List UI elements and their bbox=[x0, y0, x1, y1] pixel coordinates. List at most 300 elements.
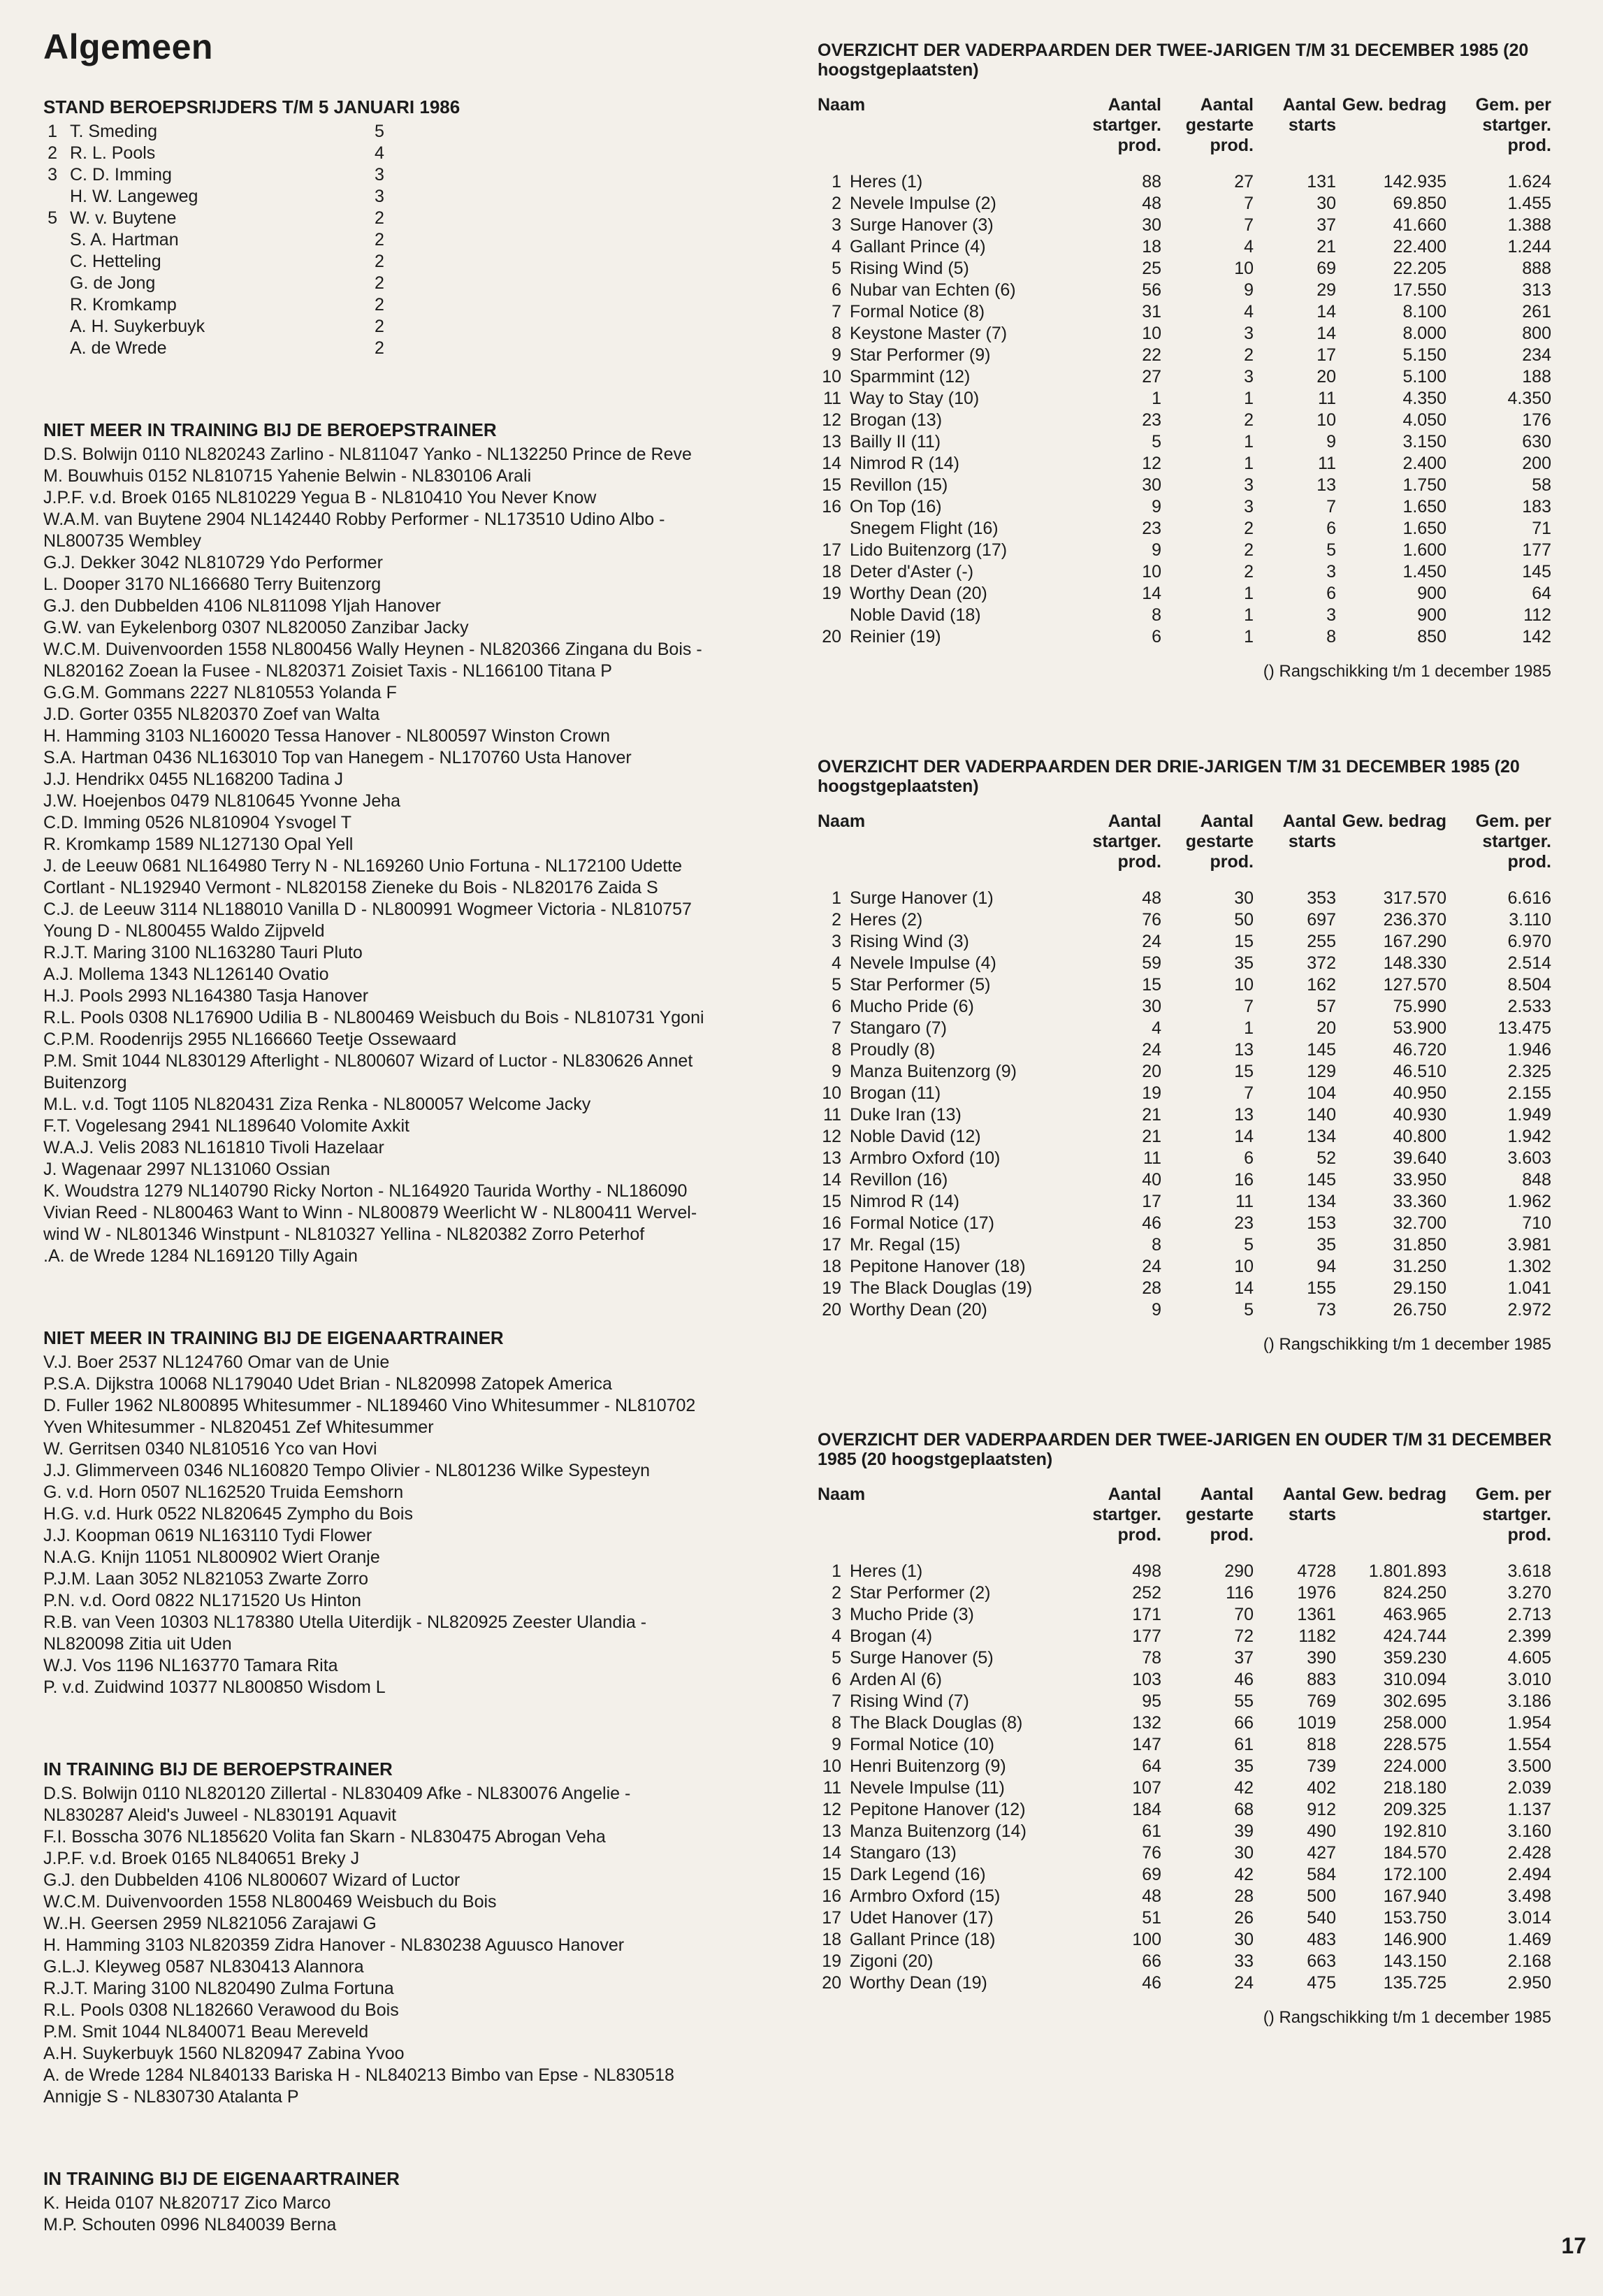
cell-c: 30 bbox=[1317, 194, 1336, 213]
cell-name bbox=[818, 888, 1069, 909]
table-row bbox=[818, 388, 1558, 410]
cell-e: 3.110 bbox=[1509, 910, 1551, 930]
cell-e: 2.428 bbox=[1507, 1843, 1551, 1863]
cell-rank bbox=[818, 605, 841, 626]
rider-name: A. H. Suykerbuyk bbox=[70, 317, 205, 336]
cell-b: 35 bbox=[1234, 1756, 1254, 1776]
entry-line: W.C.M. Duivenvoorden 1558 NL800469 Weisbuch du Bois bbox=[43, 1892, 497, 1912]
cell-rank: 4 bbox=[832, 237, 841, 257]
cell-horse: Worthy Dean (20) bbox=[850, 584, 987, 603]
cell-e: 8.504 bbox=[1507, 975, 1551, 995]
training-section bbox=[43, 2168, 798, 2236]
cell-b: 15 bbox=[1234, 932, 1254, 951]
cell-name bbox=[818, 1299, 1069, 1321]
entry-line: S.A. Hartman 0436 NL163010 Top van Hanegem - NL170760 Usta Hanover bbox=[43, 748, 632, 767]
entry-line: NL830287 Aleid's Juweel - NL830191 Aquavit bbox=[43, 1805, 397, 1825]
rider-name: G. de Jong bbox=[70, 273, 156, 293]
cell-d: 22.205 bbox=[1393, 259, 1446, 278]
stand-rank bbox=[43, 229, 57, 251]
cell-d: 1.450 bbox=[1402, 562, 1446, 582]
sire-table bbox=[818, 757, 1558, 1355]
header-naam: Naam bbox=[818, 95, 866, 115]
cell-d: 46.510 bbox=[1393, 1062, 1446, 1081]
entry-line: W.A.J. Velis 2083 NL161810 Tivoli Hazelaar bbox=[43, 1138, 384, 1157]
cell-b: 30 bbox=[1234, 1843, 1254, 1863]
cell-d: 463.965 bbox=[1383, 1605, 1446, 1624]
cell-a: 28 bbox=[1142, 1278, 1161, 1298]
entry-line: C.J. de Leeuw 3114 NL188010 Vanilla D - NL800991 Wogmeer Victoria - NL810757 bbox=[43, 900, 692, 919]
cell-c: 20 bbox=[1317, 1018, 1336, 1038]
entry-line: G.J. Dekker 3042 NL810729 Ydo Performer bbox=[43, 553, 383, 572]
cell-c: 3 bbox=[1326, 562, 1336, 582]
table-row bbox=[818, 1712, 1558, 1734]
cell-horse: Deter d'Aster (-) bbox=[850, 562, 974, 582]
table-row bbox=[818, 193, 1558, 215]
rider-score: 5 bbox=[375, 122, 384, 141]
cell-b: 13 bbox=[1234, 1105, 1254, 1125]
cell-c: 14 bbox=[1317, 302, 1336, 322]
cell-d: 40.930 bbox=[1393, 1105, 1446, 1125]
cell-a: 69 bbox=[1142, 1865, 1161, 1884]
cell-horse: Duke Iran (13) bbox=[850, 1105, 962, 1125]
cell-rank: 8 bbox=[832, 1040, 841, 1060]
entry-line: P.N. v.d. Oord 0822 NL171520 Us Hinton bbox=[43, 1591, 361, 1610]
cell-e: 142 bbox=[1522, 627, 1551, 647]
rider-score: 3 bbox=[375, 165, 384, 185]
cell-name bbox=[818, 1148, 1069, 1169]
entry-line: R.L. Pools 0308 NL176900 Udilia B - NL800469 Weisbuch du Bois - NL810731 Ygoni bbox=[43, 1008, 704, 1027]
cell-name bbox=[818, 1061, 1069, 1083]
table-row bbox=[818, 1626, 1558, 1647]
cell-b: 50 bbox=[1234, 910, 1254, 930]
entry-line: K. Woudstra 1279 NL140790 Ricky Norton - NL164920 Taurida Worthy - NL186090 bbox=[43, 1181, 688, 1201]
header-b: Aantal gestarte prod. bbox=[1185, 811, 1254, 872]
cell-rank: 20 bbox=[822, 1300, 841, 1320]
cell-horse: Mucho Pride (3) bbox=[850, 1605, 974, 1624]
entry-line: W. Gerritsen 0340 NL810516 Yco van Hovi bbox=[43, 1439, 377, 1459]
header-a: Aantal startger. prod. bbox=[1092, 811, 1161, 872]
cell-d: 900 bbox=[1417, 584, 1446, 603]
entry-line: A.H. Suykerbuyk 1560 NL820947 Zabina Yvoo bbox=[43, 2044, 405, 2063]
cell-c: 162 bbox=[1307, 975, 1336, 995]
table-row bbox=[818, 1756, 1558, 1777]
entry-line: J. de Leeuw 0681 NL164980 Terry N - NL169260 Unio Fortuna - NL172100 Udette bbox=[43, 856, 683, 876]
stand-row bbox=[43, 164, 798, 186]
cell-c: 145 bbox=[1307, 1040, 1336, 1060]
rider-name: C. Hetteling bbox=[70, 252, 161, 271]
cell-d: 40.950 bbox=[1393, 1083, 1446, 1103]
cell-c: 21 bbox=[1317, 237, 1336, 257]
cell-d: 317.570 bbox=[1383, 888, 1446, 908]
section-title: NIET MEER IN TRAINING BIJ DE EIGENAARTRAINER bbox=[43, 1327, 504, 1348]
cell-b: 4 bbox=[1244, 302, 1254, 322]
cell-a: 48 bbox=[1142, 888, 1161, 908]
cell-a: 48 bbox=[1142, 1886, 1161, 1906]
cell-e: 64 bbox=[1532, 584, 1551, 603]
cell-e: 800 bbox=[1522, 324, 1551, 343]
cell-b: 23 bbox=[1234, 1213, 1254, 1233]
cell-name bbox=[818, 605, 1069, 626]
cell-horse: Bailly II (11) bbox=[850, 432, 941, 452]
cell-rank: 3 bbox=[832, 1605, 841, 1624]
table-row bbox=[818, 583, 1558, 605]
rider-score: 2 bbox=[375, 295, 384, 315]
cell-d: 1.750 bbox=[1402, 475, 1446, 495]
stand-rank: 3 bbox=[48, 165, 57, 185]
cell-d: 900 bbox=[1417, 605, 1446, 625]
section-lines bbox=[43, 2193, 798, 2236]
page-number: 17 bbox=[1561, 2233, 1586, 2258]
cell-a: 78 bbox=[1142, 1648, 1161, 1668]
entry-line: D. Fuller 1962 NL800895 Whitesummer - NL189460 Vino Whitesummer - NL810702 bbox=[43, 1396, 696, 1415]
section-lines bbox=[43, 1783, 798, 2108]
cell-d: 824.250 bbox=[1383, 1583, 1446, 1603]
cell-name bbox=[818, 1756, 1069, 1777]
header-b: Aantal gestarte prod. bbox=[1185, 1485, 1254, 1545]
cell-d: 4.350 bbox=[1402, 389, 1446, 408]
cell-name bbox=[818, 1929, 1069, 1951]
cell-d: 209.325 bbox=[1383, 1800, 1446, 1819]
cell-d: 143.150 bbox=[1383, 1951, 1446, 1971]
cell-e: 1.946 bbox=[1507, 1040, 1551, 1060]
stand-rank bbox=[43, 251, 57, 273]
cell-b: 1 bbox=[1244, 627, 1254, 647]
cell-b: 1 bbox=[1244, 1018, 1254, 1038]
cell-name bbox=[818, 323, 1069, 345]
table-row bbox=[818, 1734, 1558, 1756]
cell-c: 390 bbox=[1307, 1648, 1336, 1668]
rider-score: 4 bbox=[375, 143, 384, 163]
cell-b: 14 bbox=[1234, 1278, 1254, 1298]
cell-d: 3.150 bbox=[1402, 432, 1446, 452]
cell-horse: Surge Hanover (1) bbox=[850, 888, 994, 908]
cell-rank: 5 bbox=[832, 1648, 841, 1668]
entry-line: L. Dooper 3170 NL166680 Terry Buitenzorg bbox=[43, 575, 382, 594]
stand-rank: 2 bbox=[48, 143, 57, 163]
cell-rank: 6 bbox=[832, 997, 841, 1016]
stand-rank bbox=[43, 273, 57, 294]
cell-d: 5.150 bbox=[1402, 345, 1446, 365]
cell-a: 9 bbox=[1152, 1300, 1161, 1320]
table-row bbox=[818, 171, 1558, 193]
cell-a: 46 bbox=[1142, 1213, 1161, 1233]
cell-horse: Revillon (15) bbox=[850, 475, 948, 495]
cell-rank: 7 bbox=[832, 1691, 841, 1711]
cell-c: 94 bbox=[1317, 1257, 1336, 1276]
entry-line: Vivian Reed - NL800463 Want to Winn - NL800879 Weerlicht W - NL800411 Wervel- bbox=[43, 1203, 697, 1222]
cell-c: 29 bbox=[1317, 280, 1336, 300]
cell-e: 1.624 bbox=[1507, 172, 1551, 192]
cell-b: 3 bbox=[1244, 367, 1254, 387]
header-naam: Naam bbox=[818, 811, 866, 831]
entry-line: W..H. Geersen 2959 NL821056 Zarajawi G bbox=[43, 1914, 377, 1933]
cell-name bbox=[818, 931, 1069, 953]
cell-horse: Surge Hanover (3) bbox=[850, 215, 994, 235]
table-row bbox=[818, 1951, 1558, 1972]
cell-rank: 19 bbox=[822, 1951, 841, 1971]
cell-rank: 11 bbox=[823, 389, 841, 408]
section-title: IN TRAINING BIJ DE EIGENAARTRAINER bbox=[43, 2168, 400, 2189]
cell-e: 2.950 bbox=[1507, 1973, 1551, 1993]
header-e: Gem. per startger. prod. bbox=[1475, 95, 1551, 155]
stand-row bbox=[43, 316, 798, 338]
cell-d: 172.100 bbox=[1383, 1865, 1446, 1884]
cell-d: 258.000 bbox=[1383, 1713, 1446, 1733]
cell-rank: 15 bbox=[822, 1865, 841, 1884]
rider-name: H. W. Langeweg bbox=[70, 187, 198, 206]
cell-name bbox=[818, 1907, 1069, 1929]
cell-b: 70 bbox=[1234, 1605, 1254, 1624]
table-row bbox=[818, 1039, 1558, 1061]
table-row bbox=[818, 1169, 1558, 1191]
cell-b: 9 bbox=[1244, 280, 1254, 300]
page-title: Algemeen bbox=[43, 27, 213, 66]
cell-a: 19 bbox=[1142, 1083, 1161, 1103]
rider-score: 3 bbox=[375, 187, 384, 206]
cell-d: 31.850 bbox=[1393, 1235, 1446, 1255]
training-section bbox=[43, 419, 798, 1267]
cell-horse: Manza Buitenzorg (14) bbox=[850, 1821, 1027, 1841]
cell-b: 7 bbox=[1244, 215, 1254, 235]
cell-a: 1 bbox=[1152, 389, 1161, 408]
header-a: Aantal startger. prod. bbox=[1092, 95, 1161, 155]
cell-e: 3.603 bbox=[1507, 1148, 1551, 1168]
cell-a: 107 bbox=[1132, 1778, 1161, 1798]
stand-title: STAND BEROEPSRIJDERS T/M 5 JANUARI 1986 bbox=[43, 96, 460, 117]
cell-rank: 16 bbox=[822, 1213, 841, 1233]
entry-line: Yven Whitesummer - NL820451 Zef Whitesummer bbox=[43, 1417, 434, 1437]
cell-e: 1.455 bbox=[1507, 194, 1551, 213]
cell-d: 31.250 bbox=[1393, 1257, 1446, 1276]
cell-name bbox=[818, 1104, 1069, 1126]
cell-d: 26.750 bbox=[1393, 1300, 1446, 1320]
cell-c: 155 bbox=[1307, 1278, 1336, 1298]
stand-rank: 1 bbox=[48, 122, 57, 141]
cell-e: 2.972 bbox=[1507, 1300, 1551, 1320]
cell-name bbox=[818, 453, 1069, 475]
table-row bbox=[818, 1126, 1558, 1148]
cell-d: 40.800 bbox=[1393, 1127, 1446, 1146]
cell-name bbox=[818, 1799, 1069, 1821]
rider-score: 2 bbox=[375, 338, 384, 358]
cell-rank: 13 bbox=[822, 1148, 841, 1168]
cell-horse: Heres (1) bbox=[850, 1561, 923, 1581]
cell-horse: Armbro Oxford (10) bbox=[850, 1148, 1001, 1168]
cell-b: 5 bbox=[1244, 1300, 1254, 1320]
cell-d: 46.720 bbox=[1393, 1040, 1446, 1060]
cell-b: 15 bbox=[1234, 1062, 1254, 1081]
cell-d: 224.000 bbox=[1383, 1756, 1446, 1776]
cell-rank: 8 bbox=[832, 324, 841, 343]
cell-horse: Formal Notice (8) bbox=[850, 302, 985, 322]
cell-c: 52 bbox=[1317, 1148, 1336, 1168]
section-lines bbox=[43, 444, 798, 1267]
section-title: NIET MEER IN TRAINING BIJ DE BEROEPSTRAINER bbox=[43, 419, 497, 440]
cell-name bbox=[818, 1886, 1069, 1907]
cell-name bbox=[818, 1561, 1069, 1582]
entry-line: D.S. Bolwijn 0110 NL820243 Zarlino - NL811047 Yanko - NL132250 Prince de Reve bbox=[43, 445, 692, 464]
cell-d: 39.640 bbox=[1393, 1148, 1446, 1168]
cell-b: 28 bbox=[1234, 1886, 1254, 1906]
cell-b: 24 bbox=[1234, 1973, 1254, 1993]
cell-e: 2.155 bbox=[1507, 1083, 1551, 1103]
table-row bbox=[818, 1278, 1558, 1299]
cell-b: 7 bbox=[1244, 1083, 1254, 1103]
cell-name bbox=[818, 1126, 1069, 1148]
rider-name: R. L. Pools bbox=[70, 143, 156, 163]
cell-d: 1.650 bbox=[1402, 497, 1446, 517]
table-row bbox=[818, 1191, 1558, 1213]
table-row bbox=[818, 1907, 1558, 1929]
cell-rank: 9 bbox=[832, 1062, 841, 1081]
cell-horse: Snegem Flight (16) bbox=[850, 519, 999, 538]
table-row bbox=[818, 345, 1558, 366]
cell-b: 11 bbox=[1235, 1192, 1254, 1211]
rider-score: 2 bbox=[375, 273, 384, 293]
cell-e: 848 bbox=[1522, 1170, 1551, 1190]
stand-row bbox=[43, 143, 798, 164]
cell-e: 3.160 bbox=[1507, 1821, 1551, 1841]
cell-e: 6.616 bbox=[1507, 888, 1551, 908]
cell-rank: 16 bbox=[822, 497, 841, 517]
cell-rank: 18 bbox=[822, 562, 841, 582]
cell-e: 1.954 bbox=[1507, 1713, 1551, 1733]
cell-c: 663 bbox=[1307, 1951, 1336, 1971]
cell-b: 39 bbox=[1234, 1821, 1254, 1841]
entry-line: M.P. Schouten 0996 NL840039 Berna bbox=[43, 2215, 337, 2234]
cell-rank: 19 bbox=[822, 1278, 841, 1298]
cell-horse: Revillon (16) bbox=[850, 1170, 948, 1190]
cell-rank bbox=[818, 518, 841, 540]
cell-e: 13.475 bbox=[1497, 1018, 1551, 1038]
entry-line: M.L. v.d. Togt 1105 NL820431 Ziza Renka - NL800057 Welcome Jacky bbox=[43, 1095, 591, 1114]
cell-horse: Surge Hanover (5) bbox=[850, 1648, 994, 1668]
cell-c: 540 bbox=[1307, 1908, 1336, 1928]
cell-horse: Way to Stay (10) bbox=[850, 389, 980, 408]
entry-line: NL820098 Zitia uit Uden bbox=[43, 1634, 232, 1654]
cell-name bbox=[818, 410, 1069, 431]
cell-name bbox=[818, 171, 1069, 193]
cell-rank: 19 bbox=[822, 584, 841, 603]
table-row bbox=[818, 1821, 1558, 1842]
cell-d: 359.230 bbox=[1383, 1648, 1446, 1668]
stand-row bbox=[43, 294, 798, 316]
cell-e: 2.533 bbox=[1507, 997, 1551, 1016]
cell-name bbox=[818, 1669, 1069, 1691]
cell-horse: Worthy Dean (19) bbox=[850, 1973, 987, 1993]
table-row bbox=[818, 561, 1558, 583]
table-row bbox=[818, 1561, 1558, 1582]
cell-c: 145 bbox=[1307, 1170, 1336, 1190]
cell-name bbox=[818, 301, 1069, 323]
cell-c: 490 bbox=[1307, 1821, 1336, 1841]
cell-e: 234 bbox=[1522, 345, 1551, 365]
cell-c: 69 bbox=[1317, 259, 1336, 278]
stand-row bbox=[43, 121, 798, 143]
rider-name: W. v. Buytene bbox=[70, 208, 177, 228]
cell-name bbox=[818, 345, 1069, 366]
cell-a: 171 bbox=[1132, 1605, 1161, 1624]
cell-horse: The Black Douglas (8) bbox=[850, 1713, 1023, 1733]
cell-horse: Brogan (11) bbox=[850, 1083, 941, 1103]
table-row bbox=[818, 931, 1558, 953]
cell-horse: The Black Douglas (19) bbox=[850, 1278, 1033, 1298]
cell-name bbox=[818, 540, 1069, 561]
cell-name bbox=[818, 496, 1069, 518]
entry-line: R.J.T. Maring 3100 NL820490 Zulma Fortuna bbox=[43, 1979, 394, 1998]
cell-name bbox=[818, 1691, 1069, 1712]
cell-a: 177 bbox=[1132, 1626, 1161, 1646]
cell-b: 30 bbox=[1234, 1930, 1254, 1949]
entry-line: G.J. den Dubbelden 4106 NL800607 Wizard of Luctor bbox=[43, 1870, 460, 1890]
cell-name bbox=[818, 1864, 1069, 1886]
cell-name bbox=[818, 518, 1069, 540]
entry-line: A.J. Mollema 1343 NL126140 Ovatio bbox=[43, 965, 329, 984]
cell-b: 1 bbox=[1244, 432, 1254, 452]
table-header bbox=[818, 811, 1558, 872]
table-row bbox=[818, 540, 1558, 561]
cell-d: 302.695 bbox=[1383, 1691, 1446, 1711]
stand-rank bbox=[43, 316, 57, 338]
cell-e: 3.981 bbox=[1507, 1235, 1551, 1255]
entry-line: J.P.F. v.d. Broek 0165 NL840651 Breky J bbox=[43, 1849, 360, 1868]
cell-rank: 17 bbox=[822, 1235, 841, 1255]
cell-d: 17.550 bbox=[1393, 280, 1446, 300]
stand-row bbox=[43, 186, 798, 208]
cell-horse: Pepitone Hanover (12) bbox=[850, 1800, 1026, 1819]
cell-rank: 1 bbox=[832, 172, 841, 192]
cell-c: 20 bbox=[1317, 367, 1336, 387]
cell-name bbox=[818, 1083, 1069, 1104]
cell-c: 427 bbox=[1307, 1843, 1336, 1863]
cell-a: 6 bbox=[1152, 627, 1161, 647]
table-row bbox=[818, 518, 1558, 540]
rider-score: 2 bbox=[375, 252, 384, 271]
cell-e: 3.498 bbox=[1507, 1886, 1551, 1906]
cell-d: 148.330 bbox=[1383, 953, 1446, 973]
cell-name bbox=[818, 1626, 1069, 1647]
cell-c: 17 bbox=[1317, 345, 1336, 365]
cell-c: 475 bbox=[1307, 1973, 1336, 1993]
cell-b: 1 bbox=[1244, 605, 1254, 625]
cell-rank: 12 bbox=[822, 1127, 841, 1146]
cell-name bbox=[818, 1647, 1069, 1669]
header-c: Aantal starts bbox=[1282, 95, 1336, 135]
table-row bbox=[818, 323, 1558, 345]
cell-name bbox=[818, 1712, 1069, 1734]
cell-name bbox=[818, 1169, 1069, 1191]
cell-d: 1.600 bbox=[1402, 540, 1446, 560]
cell-c: 14 bbox=[1317, 324, 1336, 343]
cell-c: 104 bbox=[1307, 1083, 1336, 1103]
header-c: Aantal starts bbox=[1282, 1485, 1336, 1524]
cell-horse: Heres (2) bbox=[850, 910, 923, 930]
cell-d: 424.744 bbox=[1383, 1626, 1446, 1646]
cell-a: 30 bbox=[1142, 475, 1161, 495]
entry-line: G.W. van Eykelenborg 0307 NL820050 Zanzibar Jacky bbox=[43, 618, 469, 637]
stand-row bbox=[43, 208, 798, 229]
cell-horse: Star Performer (2) bbox=[850, 1583, 991, 1603]
cell-b: 1 bbox=[1244, 454, 1254, 473]
cell-c: 129 bbox=[1307, 1062, 1336, 1081]
section-title: IN TRAINING BIJ DE BEROEPSTRAINER bbox=[43, 1759, 393, 1779]
cell-a: 24 bbox=[1142, 1040, 1161, 1060]
cell-d: 310.094 bbox=[1383, 1670, 1446, 1689]
table-row bbox=[818, 1799, 1558, 1821]
entry-line: .A. de Wrede 1284 NL169120 Tilly Again bbox=[43, 1246, 358, 1266]
table-row bbox=[818, 1669, 1558, 1691]
cell-horse: Nevele Impulse (2) bbox=[850, 194, 996, 213]
